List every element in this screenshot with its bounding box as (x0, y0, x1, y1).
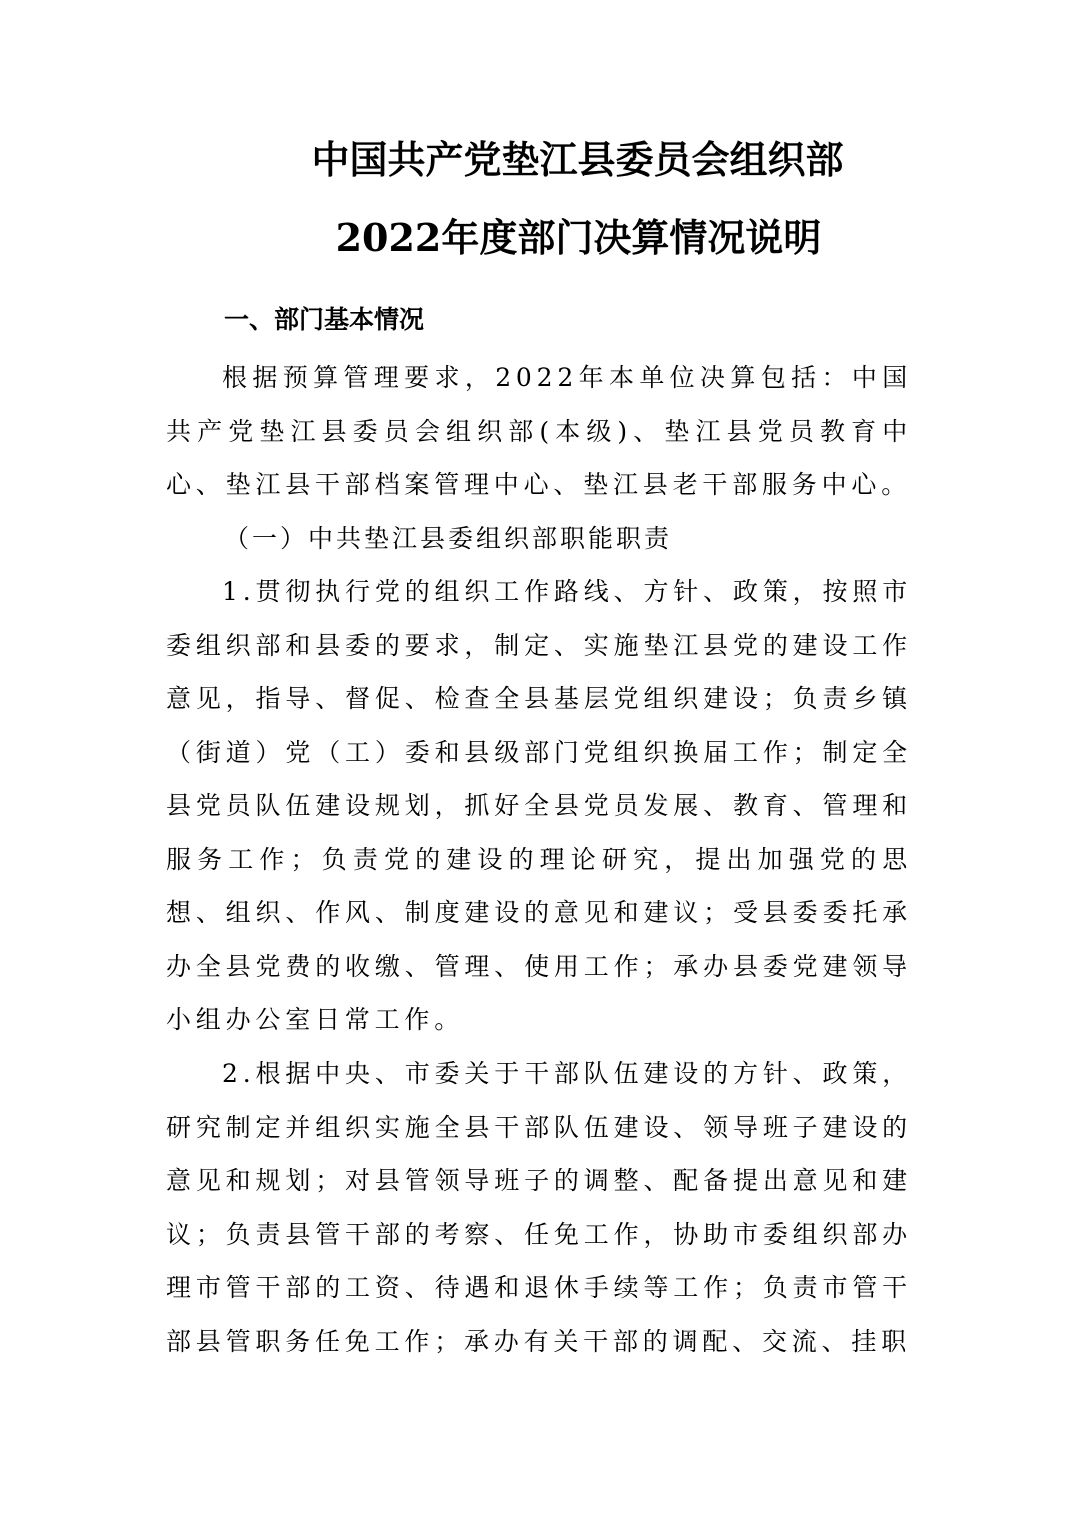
subsection-heading-duties: （一）中共垫江县委组织部职能职责 (224, 524, 673, 553)
duty-paragraph-1: 1.贯彻执行党的组织工作路线、方针、政策，按照市委组织部和县委的要求，制定、实施垫江县党的建设工作意见，指导、督促、检查全县基层党组织建设；负责乡镇（街道）党（工）委和县级部门党组织换届工作；制定全县党员队伍建设规划，抓好全县党员发展、教育、管理和服务工作；负责党的建设的理论研究，提出加强党的思想、组织、作风、制度建设的意见和建议；受县委委托承办全县党费的收缴、管理、使用工作；承办县委党建领导小组办公室日常工作。 (166, 577, 912, 1034)
section-heading-basic-info: 一、部门基本情况 (224, 305, 425, 334)
document-title-line-2: 2022年度部门决算情况说明 (335, 215, 822, 260)
document-title-line-1: 中国共产党垫江县委员会组织部 (311, 137, 844, 182)
duty-paragraph-2: 2.根据中央、市委关于干部队伍建设的方针、政策，研究制定并组织实施全县干部队伍建设、领导班子建设的意见和规划；对县管领导班子的调整、配备提出意见和建议；负责县管干部的考察、任免工作，协助市委组织部办理市管干部的工资、待遇和退休手续等工作；负责市管干部县管职务任免工作；承办有关干部的调配、交流、挂职 (166, 1059, 912, 1356)
intro-paragraph: 根据预算管理要求，2022年本单位决算包括：中国共产党垫江县委员会组织部(本级)、垫江县党员教育中心、垫江县干部档案管理中心、垫江县老干部服务中心。 (166, 363, 912, 499)
